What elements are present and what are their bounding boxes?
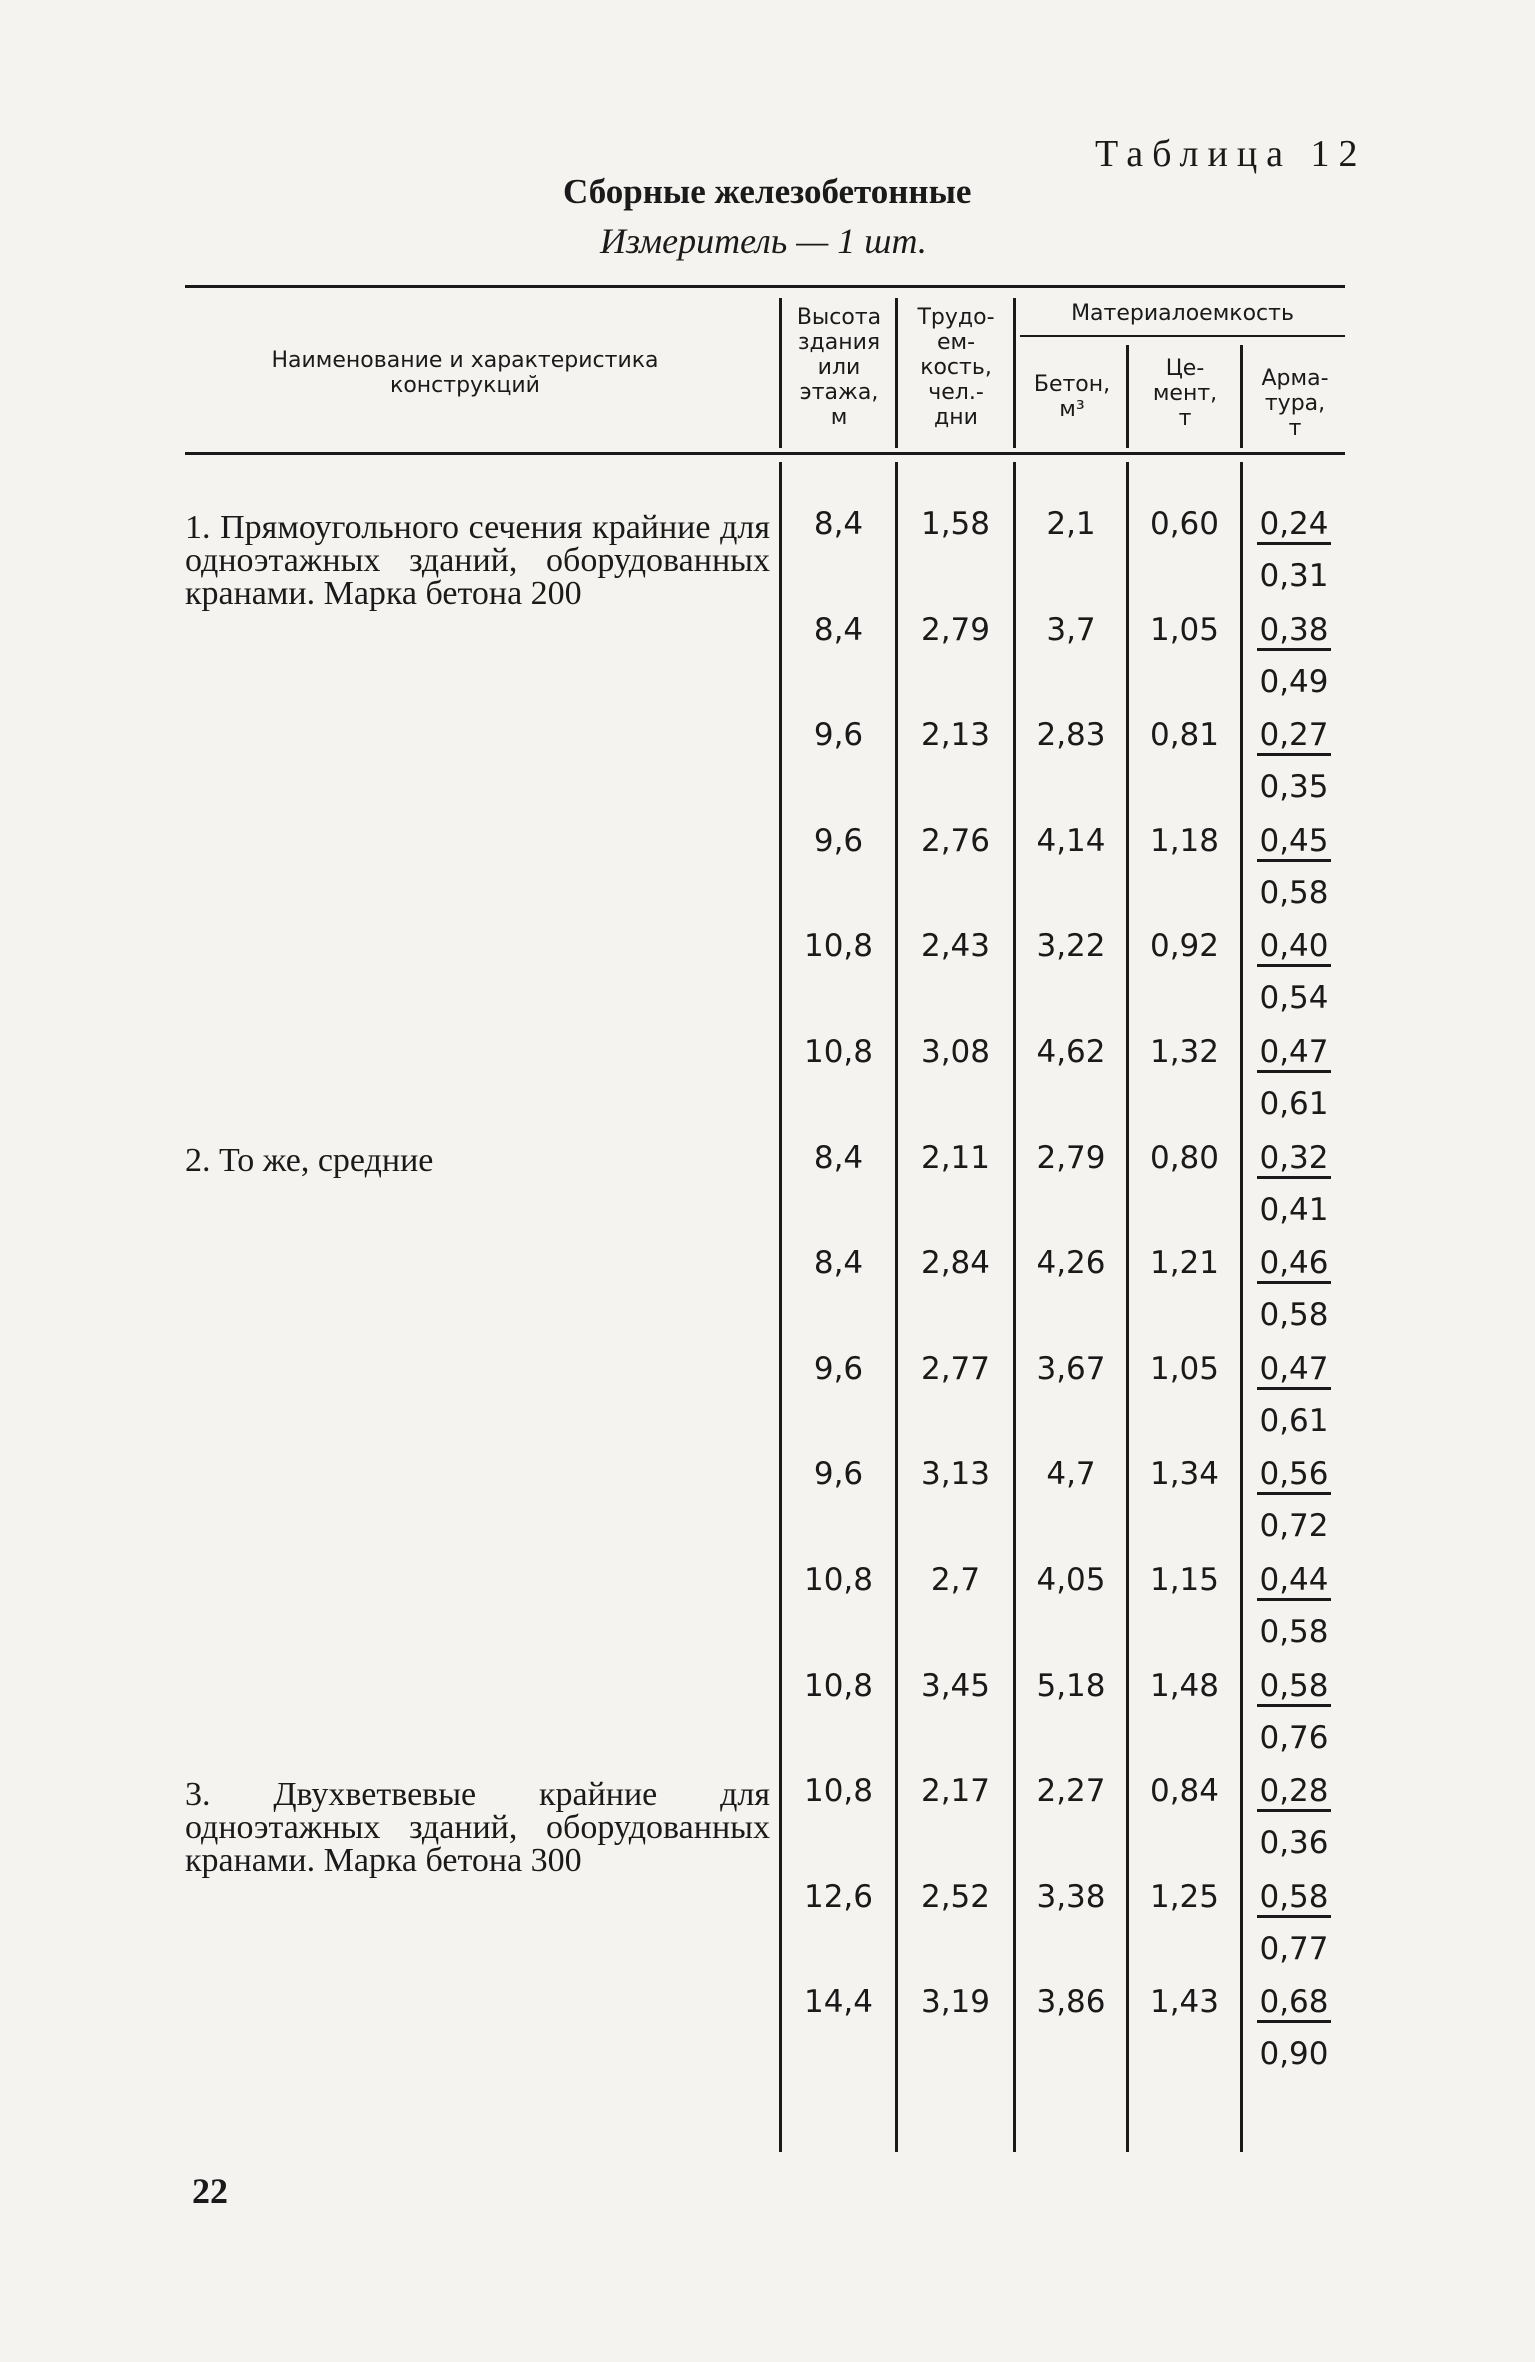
cell-rebar-top [1243,928,1345,967]
cell-concrete: 2,27 [1036,1773,1106,1810]
cell-rebar-top [1243,823,1345,862]
cell-concrete: 2,83 [1036,717,1106,754]
table-number: Таблица 12 [1095,133,1367,175]
cell-rebar-top [1243,1456,1345,1495]
cell-height: 9,6 [813,1350,864,1387]
cell-rebar-bottom: 0,35 [1259,769,1329,806]
cell-labor: 3,13 [920,1456,991,1493]
cell-rebar-top [1243,1879,1345,1918]
header-cement: Це- мент, т [1152,356,1218,431]
cell-cement: 0,81 [1149,717,1220,754]
rebar-top-value: 0,28 [1257,1773,1330,1812]
cell-concrete: 4,26 [1036,1245,1106,1282]
header-col-line [1126,345,1129,448]
cell-rebar-top [1243,1140,1345,1179]
cell-rebar-bottom: 0,54 [1259,980,1329,1017]
cell-rebar-bottom: 0,49 [1259,663,1329,700]
cell-cement: 1,18 [1149,822,1220,859]
cell-concrete: 3,86 [1036,1984,1106,2021]
group-description: 3. Двухветвевые крайние для одноэтажных зданий, оборудованных кранами. Марка бетона 300 [185,1776,770,1879]
cell-labor: 2,43 [920,928,991,965]
cell-cement: 0,80 [1149,1139,1220,1176]
cell-concrete: 3,38 [1036,1878,1106,1915]
cell-rebar-top [1243,612,1345,651]
rebar-top-value: 0,45 [1257,823,1330,862]
cell-rebar-bottom: 0,76 [1259,1719,1329,1756]
cell-labor: 2,52 [920,1878,991,1915]
header-col-line [779,298,782,448]
rebar-top-value: 0,32 [1257,1140,1330,1179]
cell-height: 9,6 [813,717,864,754]
cell-rebar-top [1243,1668,1345,1707]
rebar-top-value: 0,24 [1257,506,1330,545]
cell-rebar-top [1243,1245,1345,1284]
cell-labor: 1,58 [920,506,991,542]
cell-concrete: 3,7 [1046,611,1096,648]
cell-rebar-top [1243,717,1345,756]
cell-cement: 1,48 [1149,1667,1220,1704]
rebar-top-value: 0,68 [1257,1984,1330,2023]
cell-height: 9,6 [813,822,864,859]
cell-labor: 2,7 [930,1562,981,1598]
rebar-top-value: 0,40 [1257,928,1330,967]
cell-height: 8,4 [813,1139,864,1176]
cell-cement: 1,15 [1149,1562,1220,1598]
cell-height: 14,4 [803,1984,874,2021]
cell-rebar-top [1243,1984,1345,2023]
cell-cement: 1,21 [1149,1245,1220,1282]
cell-rebar-top [1243,506,1345,545]
cell-height: 8,4 [813,1245,864,1282]
material-subheader-rule [1020,335,1345,337]
cell-concrete: 5,18 [1036,1667,1106,1704]
cell-rebar-bottom: 0,58 [1259,1614,1329,1650]
rebar-top-value: 0,38 [1257,612,1330,651]
table-title: Сборные железобетонные [563,172,972,211]
cell-height: 8,4 [813,611,864,648]
cell-rebar-top [1243,1773,1345,1812]
cell-rebar-bottom: 0,58 [1259,874,1329,911]
cell-rebar-top [1243,1351,1345,1390]
header-material: Материалоемкость [1071,301,1294,326]
rebar-top-value: 0,58 [1257,1879,1330,1918]
cell-cement: 1,05 [1149,611,1220,648]
cell-rebar-top [1243,1034,1345,1073]
rebar-top-value: 0,47 [1257,1034,1330,1073]
cell-cement: 1,34 [1149,1456,1220,1493]
cell-labor: 3,45 [920,1667,991,1704]
cell-labor: 2,17 [920,1773,991,1810]
header-labor: Трудо- ем- кость, чел.- дни [917,305,995,430]
cell-concrete: 4,7 [1046,1456,1096,1493]
cell-rebar-bottom: 0,41 [1259,1191,1329,1228]
cell-labor: 2,79 [920,611,991,648]
cell-concrete: 2,79 [1036,1139,1106,1176]
cell-rebar-bottom: 0,72 [1259,1508,1329,1545]
cell-labor: 2,11 [920,1139,991,1176]
header-concrete: Бетон, м³ [1033,372,1111,422]
cell-rebar-top [1243,1562,1345,1601]
group-description: 2. То же, средние [185,1142,434,1179]
cell-cement: 1,05 [1149,1350,1220,1387]
header-bottom-rule [185,452,1345,455]
rebar-top-value: 0,44 [1257,1562,1330,1601]
rebar-top-value: 0,46 [1257,1245,1330,1284]
header-height: Высота здания или этажа, м [796,305,882,430]
cell-rebar-bottom: 0,61 [1259,1086,1329,1122]
header-col-line [1240,345,1243,448]
cell-height: 8,4 [813,506,864,542]
cell-rebar-bottom: 0,36 [1259,1825,1329,1862]
cell-rebar-bottom: 0,61 [1259,1402,1329,1439]
cell-labor: 2,13 [920,717,991,754]
cell-cement: 0,84 [1149,1773,1220,1810]
cell-height: 12,6 [803,1878,874,1915]
cell-height: 10,8 [803,928,874,965]
rebar-top-value: 0,47 [1257,1351,1330,1390]
cell-concrete: 4,62 [1036,1034,1106,1070]
cell-rebar-bottom: 0,58 [1259,1297,1329,1334]
cell-concrete: 3,67 [1036,1350,1106,1387]
header-top-rule [185,285,1345,288]
measure-unit: Измеритель — 1 шт. [600,221,927,261]
cell-cement: 1,32 [1149,1034,1220,1070]
cell-rebar-bottom: 0,77 [1259,1930,1329,1967]
cell-concrete: 2,1 [1046,506,1096,542]
cell-labor: 3,08 [920,1034,991,1070]
cell-height: 10,8 [803,1773,874,1810]
cell-rebar-bottom: 0,31 [1259,558,1329,594]
header-rebar: Арма- тура, т [1261,366,1329,441]
rebar-top-value: 0,56 [1257,1456,1330,1495]
cell-height: 10,8 [803,1667,874,1704]
page-number: 22 [192,2171,228,2211]
cell-cement: 0,60 [1149,506,1220,542]
rebar-top-value: 0,58 [1257,1668,1330,1707]
cell-concrete: 4,14 [1036,822,1106,859]
cell-cement: 1,43 [1149,1984,1220,2021]
cell-concrete: 4,05 [1036,1562,1106,1598]
cell-height: 10,8 [803,1034,874,1070]
cell-cement: 0,92 [1149,928,1220,965]
cell-labor: 3,19 [920,1984,991,2021]
cell-labor: 2,77 [920,1350,991,1387]
cell-labor: 2,76 [920,822,991,859]
cell-height: 9,6 [813,1456,864,1493]
header-col-line [895,298,898,448]
rebar-top-value: 0,27 [1257,717,1330,756]
header-name: Наименование и характеристика конструкций [271,348,659,398]
cell-concrete: 3,22 [1036,928,1106,965]
header-col-line [1013,298,1016,448]
cell-labor: 2,84 [920,1245,991,1282]
cell-height: 10,8 [803,1562,874,1598]
cell-cement: 1,25 [1149,1878,1220,1915]
group-description: 1. Прямоугольного сечения крайние для одноэтажных зданий, оборудованных кранами. Марка бетона 200 [185,509,770,612]
cell-rebar-bottom: 0,90 [1259,2036,1329,2073]
